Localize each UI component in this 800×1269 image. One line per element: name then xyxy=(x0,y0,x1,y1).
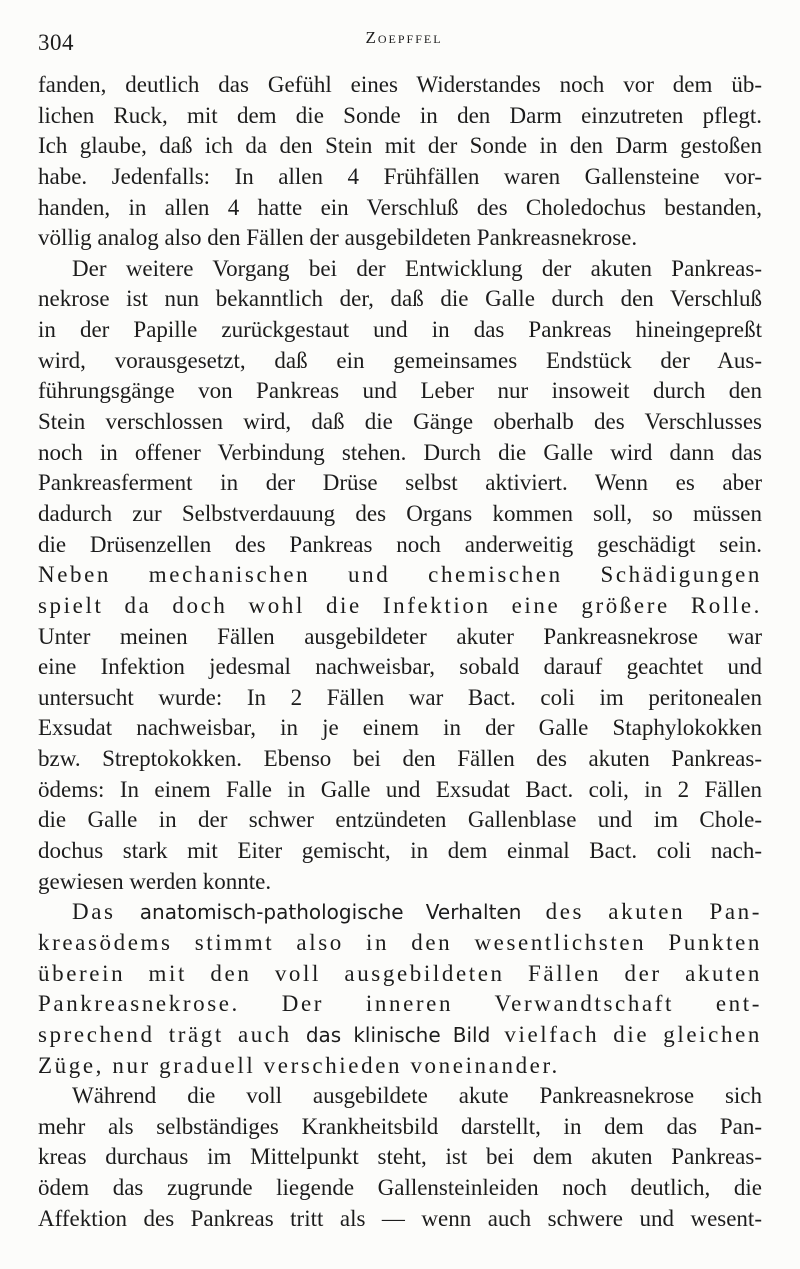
text-line: ödems: In einem Falle in Galle und Exsudat Bact. coli, in 2 Fällen xyxy=(38,776,762,802)
text-line: Pankreasferment in der Drüse selbst aktiviert. Wenn es aber xyxy=(38,470,762,496)
text-line: bzw. Streptokokken. Ebenso bei den Fällen des akuten Pankreas- xyxy=(38,746,762,772)
text-line: lichen Ruck, mit dem die Sonde in den Darm einzutreten pflegt. xyxy=(38,102,762,128)
text-line: nekrose ist nun bekanntlich der, daß die Galle durch den Verschluß xyxy=(38,286,762,312)
body-text xyxy=(38,70,762,1234)
text-line: habe. Jedenfalls: In allen 4 Frühfällen waren Gallensteine vor- xyxy=(38,163,762,189)
text-line: fanden, deutlich das Gefühl eines Widerstandes noch vor dem üb- xyxy=(38,72,762,97)
text-line-spaced: Pankreasnekrose. Der inneren Verwandtschaft ent- xyxy=(38,991,762,1017)
text-line: die Galle in der schwer entzündeten Gallenblase und im Chole- xyxy=(38,807,762,833)
text-line: Affektion des Pankreas tritt als — wenn auch schwere und wesent- xyxy=(38,1205,762,1231)
text-line: kreas durchaus im Mittelpunkt steht, ist bei dem akuten Pankreas- xyxy=(38,1144,762,1170)
text-line-spaced: Neben mechanischen und chemischen Schädigungen xyxy=(38,562,762,588)
text-line: noch in offener Verbindung stehen. Durch die Galle wird dann das xyxy=(38,439,762,465)
text-line: ödem das zugrunde liegende Gallensteinleiden noch deutlich, die xyxy=(38,1175,762,1201)
text-line: handen, in allen 4 hatte ein Verschluß des Choledochus bestanden, xyxy=(38,194,762,220)
emphasis-heading: anatomisch-pathologische Verhalten xyxy=(139,900,522,925)
line-fragment: Das xyxy=(72,899,140,925)
text-line: gewiesen werden konnte. xyxy=(38,868,272,894)
text-line: dochus stark mit Eiter gemischt, in dem einmal Bact. coli nach- xyxy=(38,838,762,864)
text-line: in der Papille zurückgestaut und in das Pankreas hineingepreßt xyxy=(38,317,762,343)
text-line: mehr als selbständiges Krankheitsbild darstellt, in dem das Pan- xyxy=(38,1113,762,1139)
text-line: eine Infektion jedesmal nachweisbar, sobald darauf geachtet und xyxy=(38,654,762,680)
text-line: Stein verschlossen wird, daß die Gänge oberhalb des Verschlusses xyxy=(38,409,762,435)
text-line: Der weitere Vorgang bei der Entwicklung der akuten Pankreas- xyxy=(72,255,762,281)
line-fragment: sprechend trägt auch xyxy=(38,1021,306,1047)
page-number: 304 xyxy=(38,30,74,55)
text-line: Ich glaube, daß ich da den Stein mit der Sonde in den Darm gestoßen xyxy=(38,133,762,159)
text-line: Während die voll ausgebildete akute Pankreasnekrose sich xyxy=(72,1083,762,1109)
text-line: Unter meinen Fällen ausgebildeter akuter Pankreasnekrose war xyxy=(38,623,762,649)
line-fragment: vielfach die gleichen xyxy=(490,1021,762,1047)
emphasis-heading: das klinische Bild xyxy=(305,1022,491,1047)
text-line: führungsgänge von Pankreas und Leber nur insoweit durch den xyxy=(38,378,762,404)
text-line-spaced: spielt da doch wohl die Infektion eine größere Rolle. xyxy=(38,592,762,618)
text-line: Exsudat nachweisbar, in je einem in der Galle Staphylokokken xyxy=(38,715,762,741)
page-header xyxy=(38,26,770,66)
text-line-spaced: Züge, nur graduell verschieden voneinander. xyxy=(38,1052,560,1078)
text-line-spaced xyxy=(38,1020,762,1051)
text-line: die Drüsenzellen des Pankreas noch anderweitig geschädigt sein. xyxy=(38,531,762,557)
text-line: dadurch zur Selbstverdauung des Organs kommen soll, so müssen xyxy=(38,500,762,526)
running-head: Zoepffel xyxy=(365,28,443,47)
text-line-spaced: kreasödems stimmt also in den wesentlichsten Punkten xyxy=(38,929,762,955)
text-line-spaced: überein mit den voll ausgebildeten Fällen der akuten xyxy=(38,960,762,986)
text-line-spaced xyxy=(38,897,762,928)
text-line: untersucht wurde: In 2 Fällen war Bact. coli im peritonealen xyxy=(38,684,762,710)
text-line: völlig analog also den Fällen der ausgebildeten Pankreasnekrose. xyxy=(38,225,638,251)
text-line: wird, vorausgesetzt, daß ein gemeinsames Endstück der Aus- xyxy=(38,347,762,373)
line-fragment: des akuten Pan- xyxy=(521,899,762,925)
